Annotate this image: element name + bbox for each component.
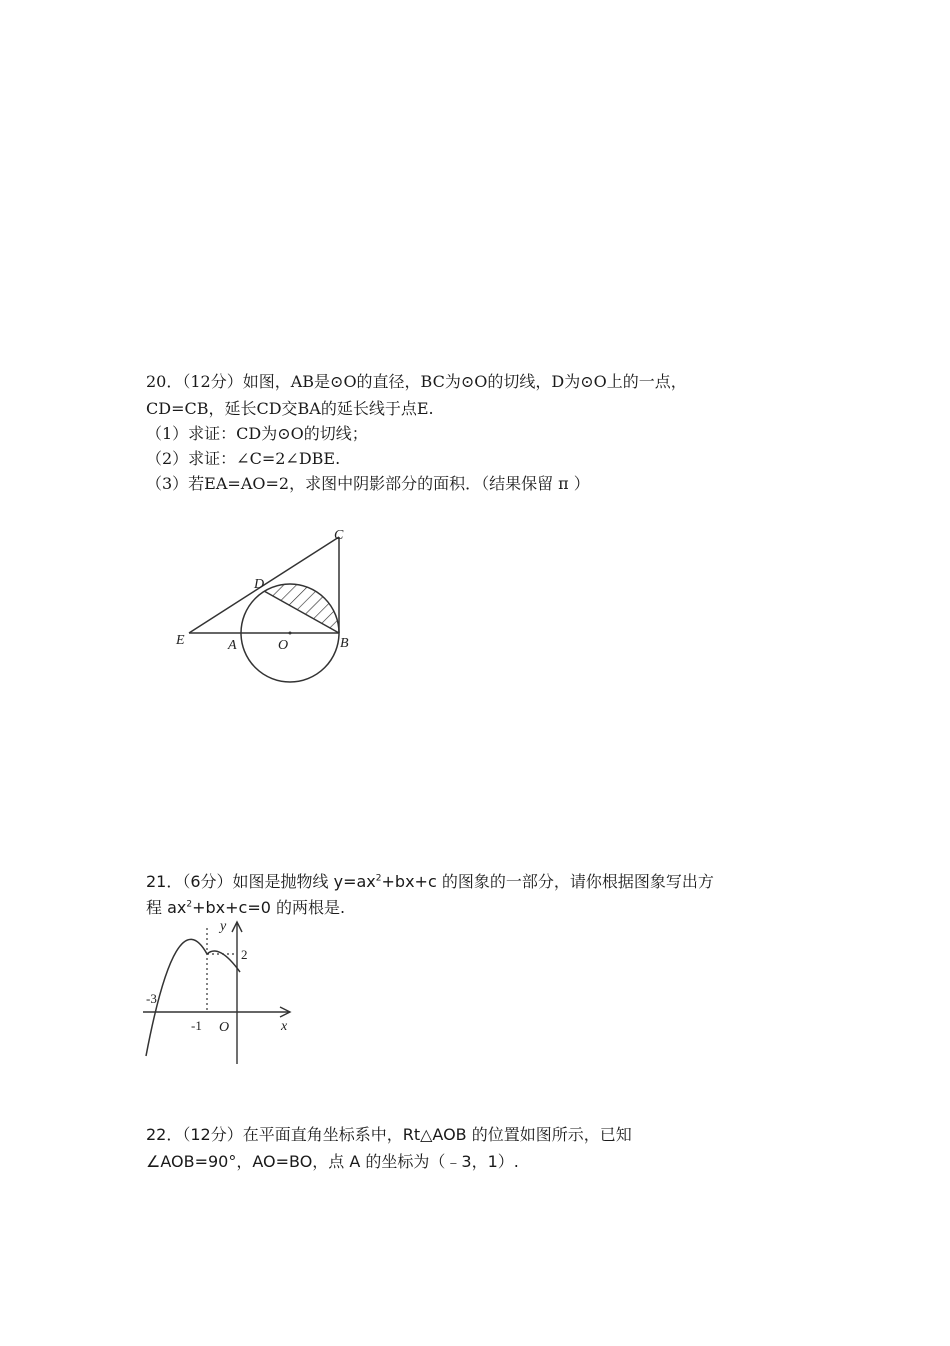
- q20-line2: CD=CB，延长CD交BA的延长线于点E.: [146, 399, 434, 418]
- q21-figure: [140, 918, 310, 1068]
- q21-line2: 程 $ax^2+bx+c=0$ 的两根是.: [146, 898, 346, 917]
- shaded-segment: [264, 584, 339, 633]
- label-two: 2: [241, 947, 248, 962]
- label-o: O: [278, 638, 289, 653]
- q20-part3: （3）若EA=AO=2，求图中阴影部分的面积．（结果保留 π ）: [146, 474, 590, 493]
- q20-line1: 20．（12分）如图，AB是⊙O的直径，BC为⊙O的切线，D为⊙O上的一点，: [146, 372, 687, 391]
- label-c: C: [334, 528, 344, 543]
- label-x: x: [281, 1019, 288, 1034]
- label-origin: O: [219, 1020, 230, 1035]
- q22-line2: ∠AOB=90°，AO=BO，点 A 的坐标为（﹣3，1）.: [146, 1152, 519, 1171]
- label-neg3: -3: [146, 991, 157, 1006]
- label-b: B: [340, 636, 349, 651]
- label-neg1: -1: [191, 1018, 202, 1033]
- q20-figure: [170, 520, 370, 690]
- center-dot: [289, 632, 292, 635]
- label-d: D: [254, 577, 265, 592]
- q20-part1: （1）求证：CD为⊙O的切线；: [146, 424, 368, 443]
- label-y: y: [220, 919, 227, 934]
- q22-line1: 22．（12分）在平面直角坐标系中，Rt△AOB 的位置如图所示，已知: [146, 1125, 632, 1144]
- q21-line1: 21．（6分）如图是抛物线 $y=ax^2+bx+c$ 的图象的一部分，请你根据图象写出方: [146, 872, 714, 891]
- label-e: E: [176, 633, 185, 648]
- parabola: [146, 939, 240, 1056]
- q20-part2: （2）求证：∠C=2∠DBE.: [146, 449, 341, 468]
- label-a: A: [228, 638, 237, 653]
